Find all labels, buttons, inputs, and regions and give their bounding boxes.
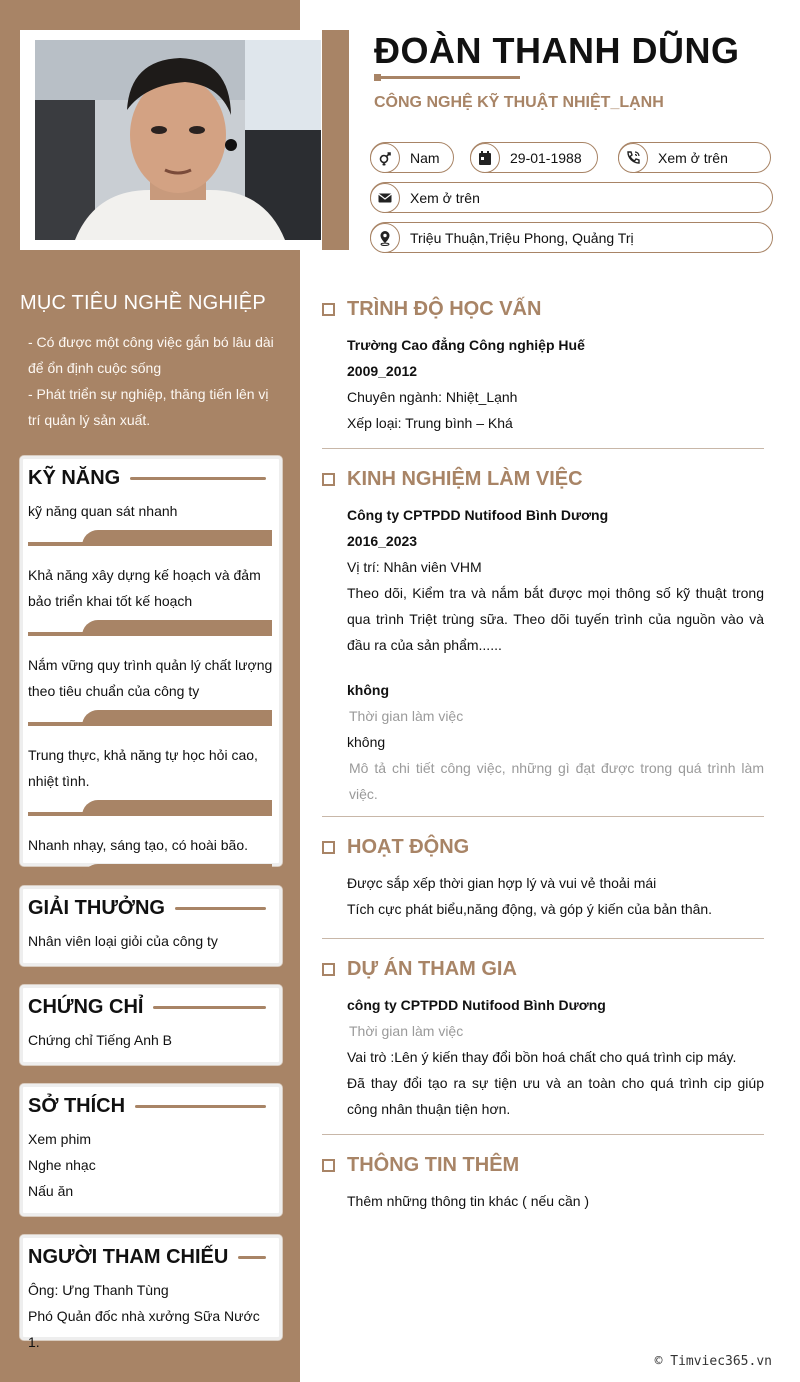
phone-value: Xem ở trên — [658, 149, 728, 166]
envelope-icon — [370, 183, 400, 213]
title-rule — [238, 1256, 266, 1259]
projects-title: DỰ ÁN THAM GIA — [347, 957, 517, 980]
skill-level-bar — [28, 710, 272, 726]
certificate-item: Chứng chỉ Tiếng Anh B — [28, 1032, 173, 1048]
skill-level-bar — [28, 530, 272, 546]
birthdate-value: 29-01-1988 — [510, 149, 582, 166]
skill-label: Trung thực, khả năng tự học hỏi cao, nhiệt tình. — [28, 747, 258, 789]
additional-title: THÔNG TIN THÊM — [347, 1153, 520, 1176]
projects-section — [322, 956, 764, 1122]
title-rule — [153, 1006, 266, 1009]
school-name: Trường Cao đẳng Công nghiệp Huế — [347, 337, 585, 353]
education-grade: Xếp loại: Trung bình – Khá — [347, 415, 513, 431]
section-marker — [322, 473, 335, 486]
birthdate-pill — [470, 142, 598, 173]
hobby-item: Nấu ăn — [28, 1183, 74, 1199]
objective-line: - Phát triển sự nghiệp, thăng tiến lên vị trí quản lý sản xuất. — [28, 386, 269, 428]
skill-label: Nắm vững quy trình quản lý chất lượng theo tiêu chuẩn của công ty — [28, 657, 273, 699]
references-card — [20, 1235, 282, 1350]
job-description: Theo dõi, Kiểm tra và nắm bắt được mọi thông số kỹ thuật trong qua trình Triệt trùng sữa. Theo dõi tuyến trình của nguồn vào và đầu ra của sản phẩm...... — [347, 585, 764, 653]
calendar-icon — [470, 143, 500, 173]
email-value: Xem ở trên — [410, 189, 480, 206]
location-pin-icon — [370, 223, 400, 253]
experience-title: KINH NGHIỆM LÀM VIỆC — [347, 467, 583, 490]
skill-level-bar — [28, 800, 272, 816]
skill-level-bar — [28, 620, 272, 636]
education-section — [322, 296, 764, 436]
phone-pill — [618, 142, 771, 173]
address-pill — [370, 222, 773, 253]
hobbies-card — [20, 1084, 282, 1216]
job-period: Thời gian làm việc — [349, 708, 464, 724]
additional-text: Thêm những thông tin khác ( nếu cần ) — [347, 1193, 590, 1209]
objective-title: MỤC TIÊU NGHỀ NGHIỆP — [20, 292, 266, 314]
title-rule — [130, 477, 266, 480]
additional-info-section — [322, 1152, 764, 1214]
phone-icon — [618, 143, 648, 173]
project-name: công ty CPTPDD Nutifood Bình Dương — [347, 997, 606, 1013]
awards-card — [20, 886, 282, 966]
award-item: Nhân viên loại giỏi của công ty — [28, 933, 218, 949]
objective-line: - Có được một công việc gắn bó lâu dài để ổn định cuộc sống — [28, 334, 274, 376]
name-underline — [374, 76, 520, 79]
reference-item: Ông: Ưng Thanh Tùng — [28, 1282, 169, 1298]
section-marker — [322, 963, 335, 976]
hobby-item: Xem phim — [28, 1131, 92, 1147]
skill-item — [28, 832, 274, 880]
job-description: Mô tả chi tiết công việc, những gì đạt được trong quá trình làm việc. — [349, 760, 764, 802]
education-major: Chuyên ngành: Nhiệt_Lạnh — [347, 389, 518, 405]
skill-item — [28, 498, 274, 546]
gender-pill — [370, 142, 454, 173]
reference-item: Phó Quản đốc nhà xưởng Sữa Nước 1. — [28, 1308, 260, 1350]
address-value: Triệu Thuận,Triệu Phong, Quảng Trị — [410, 229, 634, 246]
company-name: Công ty CPTPDD Nutifood Bình Dương — [347, 507, 609, 523]
certificates-card — [20, 985, 282, 1065]
hobbies-title: SỞ THÍCH — [28, 1094, 126, 1117]
job-period: 2016_2023 — [347, 533, 418, 549]
experience-section — [322, 466, 764, 807]
references-title: NGƯỜI THAM CHIẾU — [28, 1245, 229, 1268]
section-divider — [322, 1134, 764, 1135]
skill-label: Nhanh nhạy, sáng tạo, có hoài bão. — [28, 837, 249, 853]
title-rule — [135, 1105, 266, 1108]
skill-label: Khả năng xây dựng kế hoạch và đảm bảo triển khai tốt kế hoạch — [28, 567, 261, 609]
hobby-item: Nghe nhạc — [28, 1157, 96, 1173]
activities-title: HOẠT ĐỘNG — [347, 835, 470, 858]
skill-item — [28, 562, 274, 636]
skill-item — [28, 742, 274, 816]
section-marker — [322, 841, 335, 854]
activity-line: Được sắp xếp thời gian hợp lý và vui vẻ thoải mái — [347, 875, 657, 891]
gender-value: Nam — [410, 149, 440, 166]
section-marker — [322, 303, 335, 316]
email-pill — [370, 182, 773, 213]
activities-section — [322, 834, 764, 922]
job-position: Vị trí: Nhân viên VHM — [347, 559, 482, 575]
career-objective — [20, 292, 282, 433]
project-result: Đã thay đổi tạo ra sự tiện ưu và an toàn cho quá trình cip giúp công nhân thuận tiện hơn. — [347, 1075, 764, 1117]
section-divider — [322, 938, 764, 939]
activity-line: Tích cực phát biểu,năng động, và góp ý kiến của bản thân. — [347, 901, 713, 917]
gender-icon — [370, 143, 400, 173]
profile-photo — [35, 40, 321, 240]
photo-frame — [20, 30, 328, 250]
education-title: TRÌNH ĐỘ HỌC VẤN — [347, 297, 542, 320]
footer-credit: © Timviec365.vn — [654, 1354, 772, 1369]
section-divider — [322, 816, 764, 817]
skills-card — [20, 456, 282, 866]
education-period: 2009_2012 — [347, 363, 418, 379]
project-role: Vai trò :Lên ý kiến thay đổi bồn hoá chất cho quá trình cip máy. — [347, 1049, 737, 1065]
skills-title: KỸ NĂNG — [28, 466, 121, 489]
awards-title: GIẢI THƯỞNG — [28, 896, 165, 919]
section-divider — [322, 448, 764, 449]
skill-label: kỹ năng quan sát nhanh — [28, 503, 178, 519]
title-rule — [175, 907, 266, 910]
job-title: CÔNG NGHỆ KỸ THUẬT NHIỆT_LẠNH — [374, 94, 664, 111]
candidate-name: ĐOÀN THANH DŨNG — [374, 30, 740, 71]
section-marker — [322, 1159, 335, 1172]
job-position: không — [347, 734, 386, 750]
project-period: Thời gian làm việc — [349, 1023, 464, 1039]
skill-level-bar — [28, 864, 272, 880]
header-accent-bar — [322, 30, 349, 250]
skill-item — [28, 652, 274, 726]
certificates-title: CHỨNG CHỈ — [28, 995, 144, 1018]
company-name: không — [347, 682, 389, 698]
